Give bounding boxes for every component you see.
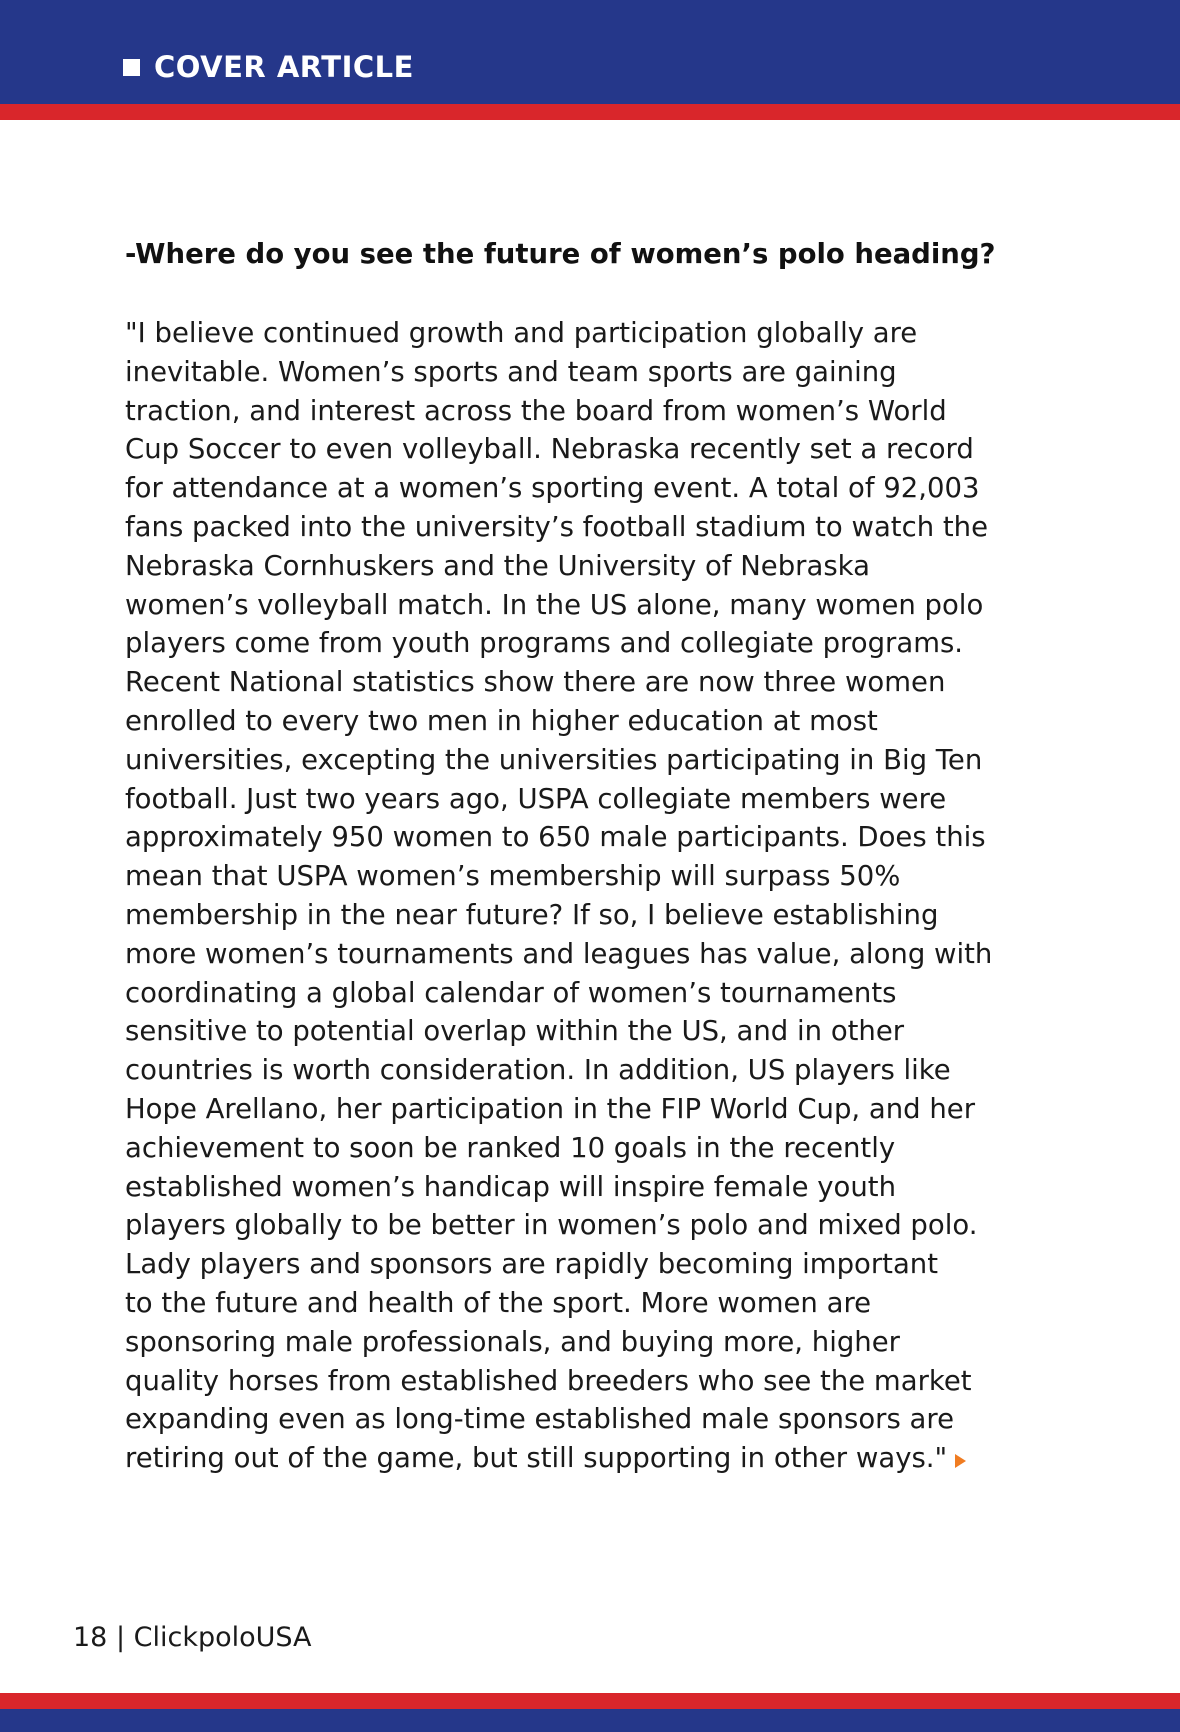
answer-line: more women’s tournaments and leagues has value, along with (125, 937, 993, 970)
answer-line: membership in the near future? If so, I believe establishing (125, 898, 939, 931)
section-label (123, 50, 414, 84)
answer-line: universities, excepting the universities participating in Big Ten (125, 743, 983, 776)
answer-line: enrolled to every two men in higher education at most (125, 704, 878, 737)
answer-line: mean that USPA women’s membership will surpass 50% (125, 860, 901, 893)
footer-band (0, 1709, 1180, 1732)
answer-line: Recent National statistics show there are now three women (125, 666, 946, 699)
answer-line: approximately 950 women to 650 male participants. Does this (125, 821, 986, 854)
answer-line: Hope Arellano, her participation in the FIP World Cup, and her (125, 1092, 976, 1125)
answer-line: Cup Soccer to even volleyball. Nebraska recently set a record (125, 433, 974, 466)
interview-answer (125, 314, 1085, 1478)
page-footer: 18 | ClickpoloUSA (73, 1622, 312, 1653)
answer-line: quality horses from established breeders who see the market (125, 1364, 972, 1397)
answer-line: inevitable. Women’s sports and team sports are gaining (125, 355, 897, 388)
footer-red-stripe (0, 1693, 1180, 1709)
answer-line: achievement to soon be ranked 10 goals in the recently (125, 1131, 896, 1164)
answer-line: football. Just two years ago, USPA collegiate members were (125, 782, 947, 815)
answer-line: "I believe continued growth and participation globally are (125, 317, 918, 349)
answer-line: fans packed into the university’s football stadium to watch the (125, 510, 989, 543)
answer-line-text: retiring out of the game, but still supporting in other ways." (125, 1442, 948, 1475)
answer-line: sensitive to potential overlap within the US, and in other (125, 1015, 905, 1048)
answer-line: countries is worth consideration. In addition, US players like (125, 1054, 951, 1087)
interview-question: -Where do you see the future of women’s polo heading? (125, 238, 996, 270)
answer-line: to the future and health of the sport. More women are (125, 1286, 872, 1319)
answer-line: for attendance at a women’s sporting event. A total of 92,003 (125, 472, 980, 505)
answer-line: expanding even as long-time established male sponsors are (125, 1403, 954, 1436)
answer-line: players come from youth programs and collegiate programs. (125, 627, 964, 660)
answer-line (125, 1439, 1085, 1478)
answer-line: players globally to be better in women’s polo and mixed polo. (125, 1209, 978, 1242)
answer-line: traction, and interest across the board from women’s World (125, 394, 947, 427)
section-label-text: COVER ARTICLE (154, 50, 414, 84)
answer-line: coordinating a global calendar of women’s tournaments (125, 976, 897, 1009)
answer-line: sponsoring male professionals, and buying more, higher (125, 1325, 900, 1358)
answer-line: women’s volleyball match. In the US alone, many women polo (125, 588, 984, 621)
header-red-stripe (0, 104, 1180, 120)
orange-triangle-end-icon (955, 1454, 966, 1468)
answer-line: Lady players and sponsors are rapidly becoming important (125, 1248, 939, 1281)
answer-line: Nebraska Cornhuskers and the University of Nebraska (125, 549, 870, 582)
answer-line: established women’s handicap will inspire female youth (125, 1170, 897, 1203)
square-bullet-icon (123, 59, 140, 76)
